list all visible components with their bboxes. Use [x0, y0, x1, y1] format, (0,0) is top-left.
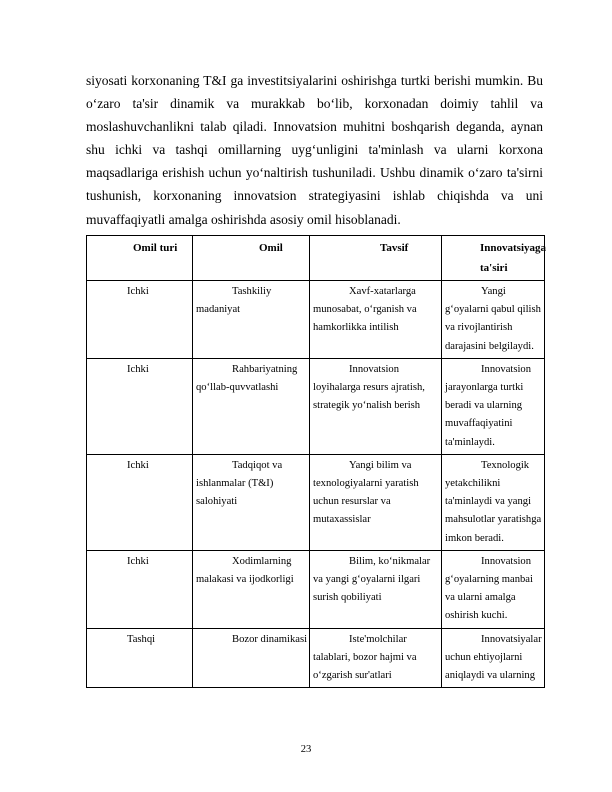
cell-factor: Rahbariyatning qo‘llab-quvvatlashi	[193, 358, 310, 454]
cell-impact: Yangi g‘oyalarni qabul qilish va rivojlantirish darajasini belgilaydi.	[442, 281, 545, 359]
cell-factor: Bozor dinamikasi	[193, 628, 310, 688]
table-row	[87, 628, 545, 688]
cell-factor-type: Ichki	[87, 358, 193, 454]
cell-impact: Texnologik yetakchilikni ta'minlaydi va yangi mahsulotlar yaratishga imkon beradi.	[442, 454, 545, 550]
cell-factor: Tadqiqot va ishlanmalar (T&I) salohiyati	[193, 454, 310, 550]
cell-description: Yangi bilim va texnologiyalarni yaratish uchun resurslar va mutaxassislar	[310, 454, 442, 550]
cell-factor-type: Ichki	[87, 281, 193, 359]
cell-description: Innovatsion loyihalarga resurs ajratish, strategik yo‘nalish berish	[310, 358, 442, 454]
cell-impact: Innovatsion jarayonlarga turtki beradi va ularning muvaffaqiyatini ta'minlaydi.	[442, 358, 545, 454]
page-number: 23	[300, 744, 312, 755]
header-impact: Innovatsiyaga ta'siri	[442, 236, 545, 281]
table-row	[87, 358, 545, 454]
header-description: Tavsif	[310, 236, 442, 281]
cell-impact: Innovatsiyalar uchun ehtiyojlarni aniqlaydi va ularning	[442, 628, 545, 688]
table-row	[87, 454, 545, 550]
header-factor-type: Omil turi	[87, 236, 193, 281]
table-row	[87, 550, 545, 628]
cell-factor: Tashkiliy madaniyat	[193, 281, 310, 359]
cell-factor-type: Tashqi	[87, 628, 193, 688]
cell-description: Bilim, ko‘nikmalar va yangi g‘oyalarni ilgari surish qobiliyati	[310, 550, 442, 628]
body-paragraph: siyosati korxonaning T&I ga investitsiyalarini oshirishga turtki berishi mumkin. Bu o‘zaro ta'sir dinamik va murakkab bo‘lib, korxonadan doimiy tahlil va moslashuvchanlikni talab qiladi. Innovatsion muhitni boshqarish deganda, aynan shu ichki va tashqi omillarning uyg‘unligini ta'minlash va ularni korxona maqsadlariga erishish uchun yo‘naltirish tushuniladi. Ushbu dinamik o‘zaro ta'sirni tushunish, korxonaning innovatsion strategiyasini ishlab chiqishda va uni muvaffaqiyatli amalga oshirishda asosiy omil hisoblanadi.	[86, 73, 543, 227]
cell-description: Xavf-xatarlarga munosabat, o‘rganish va hamkorlikka intilish	[310, 281, 442, 359]
header-factor: Omil	[193, 236, 310, 281]
cell-impact: Innovatsion g‘oyalarning manbai va ularni amalga oshirish kuchi.	[442, 550, 545, 628]
cell-factor-type: Ichki	[87, 454, 193, 550]
cell-factor: Xodimlarning malakasi va ijodkorligi	[193, 550, 310, 628]
cell-description: Iste'molchilar talablari, bozor hajmi va o‘zgarish sur'atlari	[310, 628, 442, 688]
table-row	[87, 281, 545, 359]
cell-factor-type: Ichki	[87, 550, 193, 628]
factors-table	[86, 235, 545, 688]
table-header-row	[87, 236, 545, 281]
